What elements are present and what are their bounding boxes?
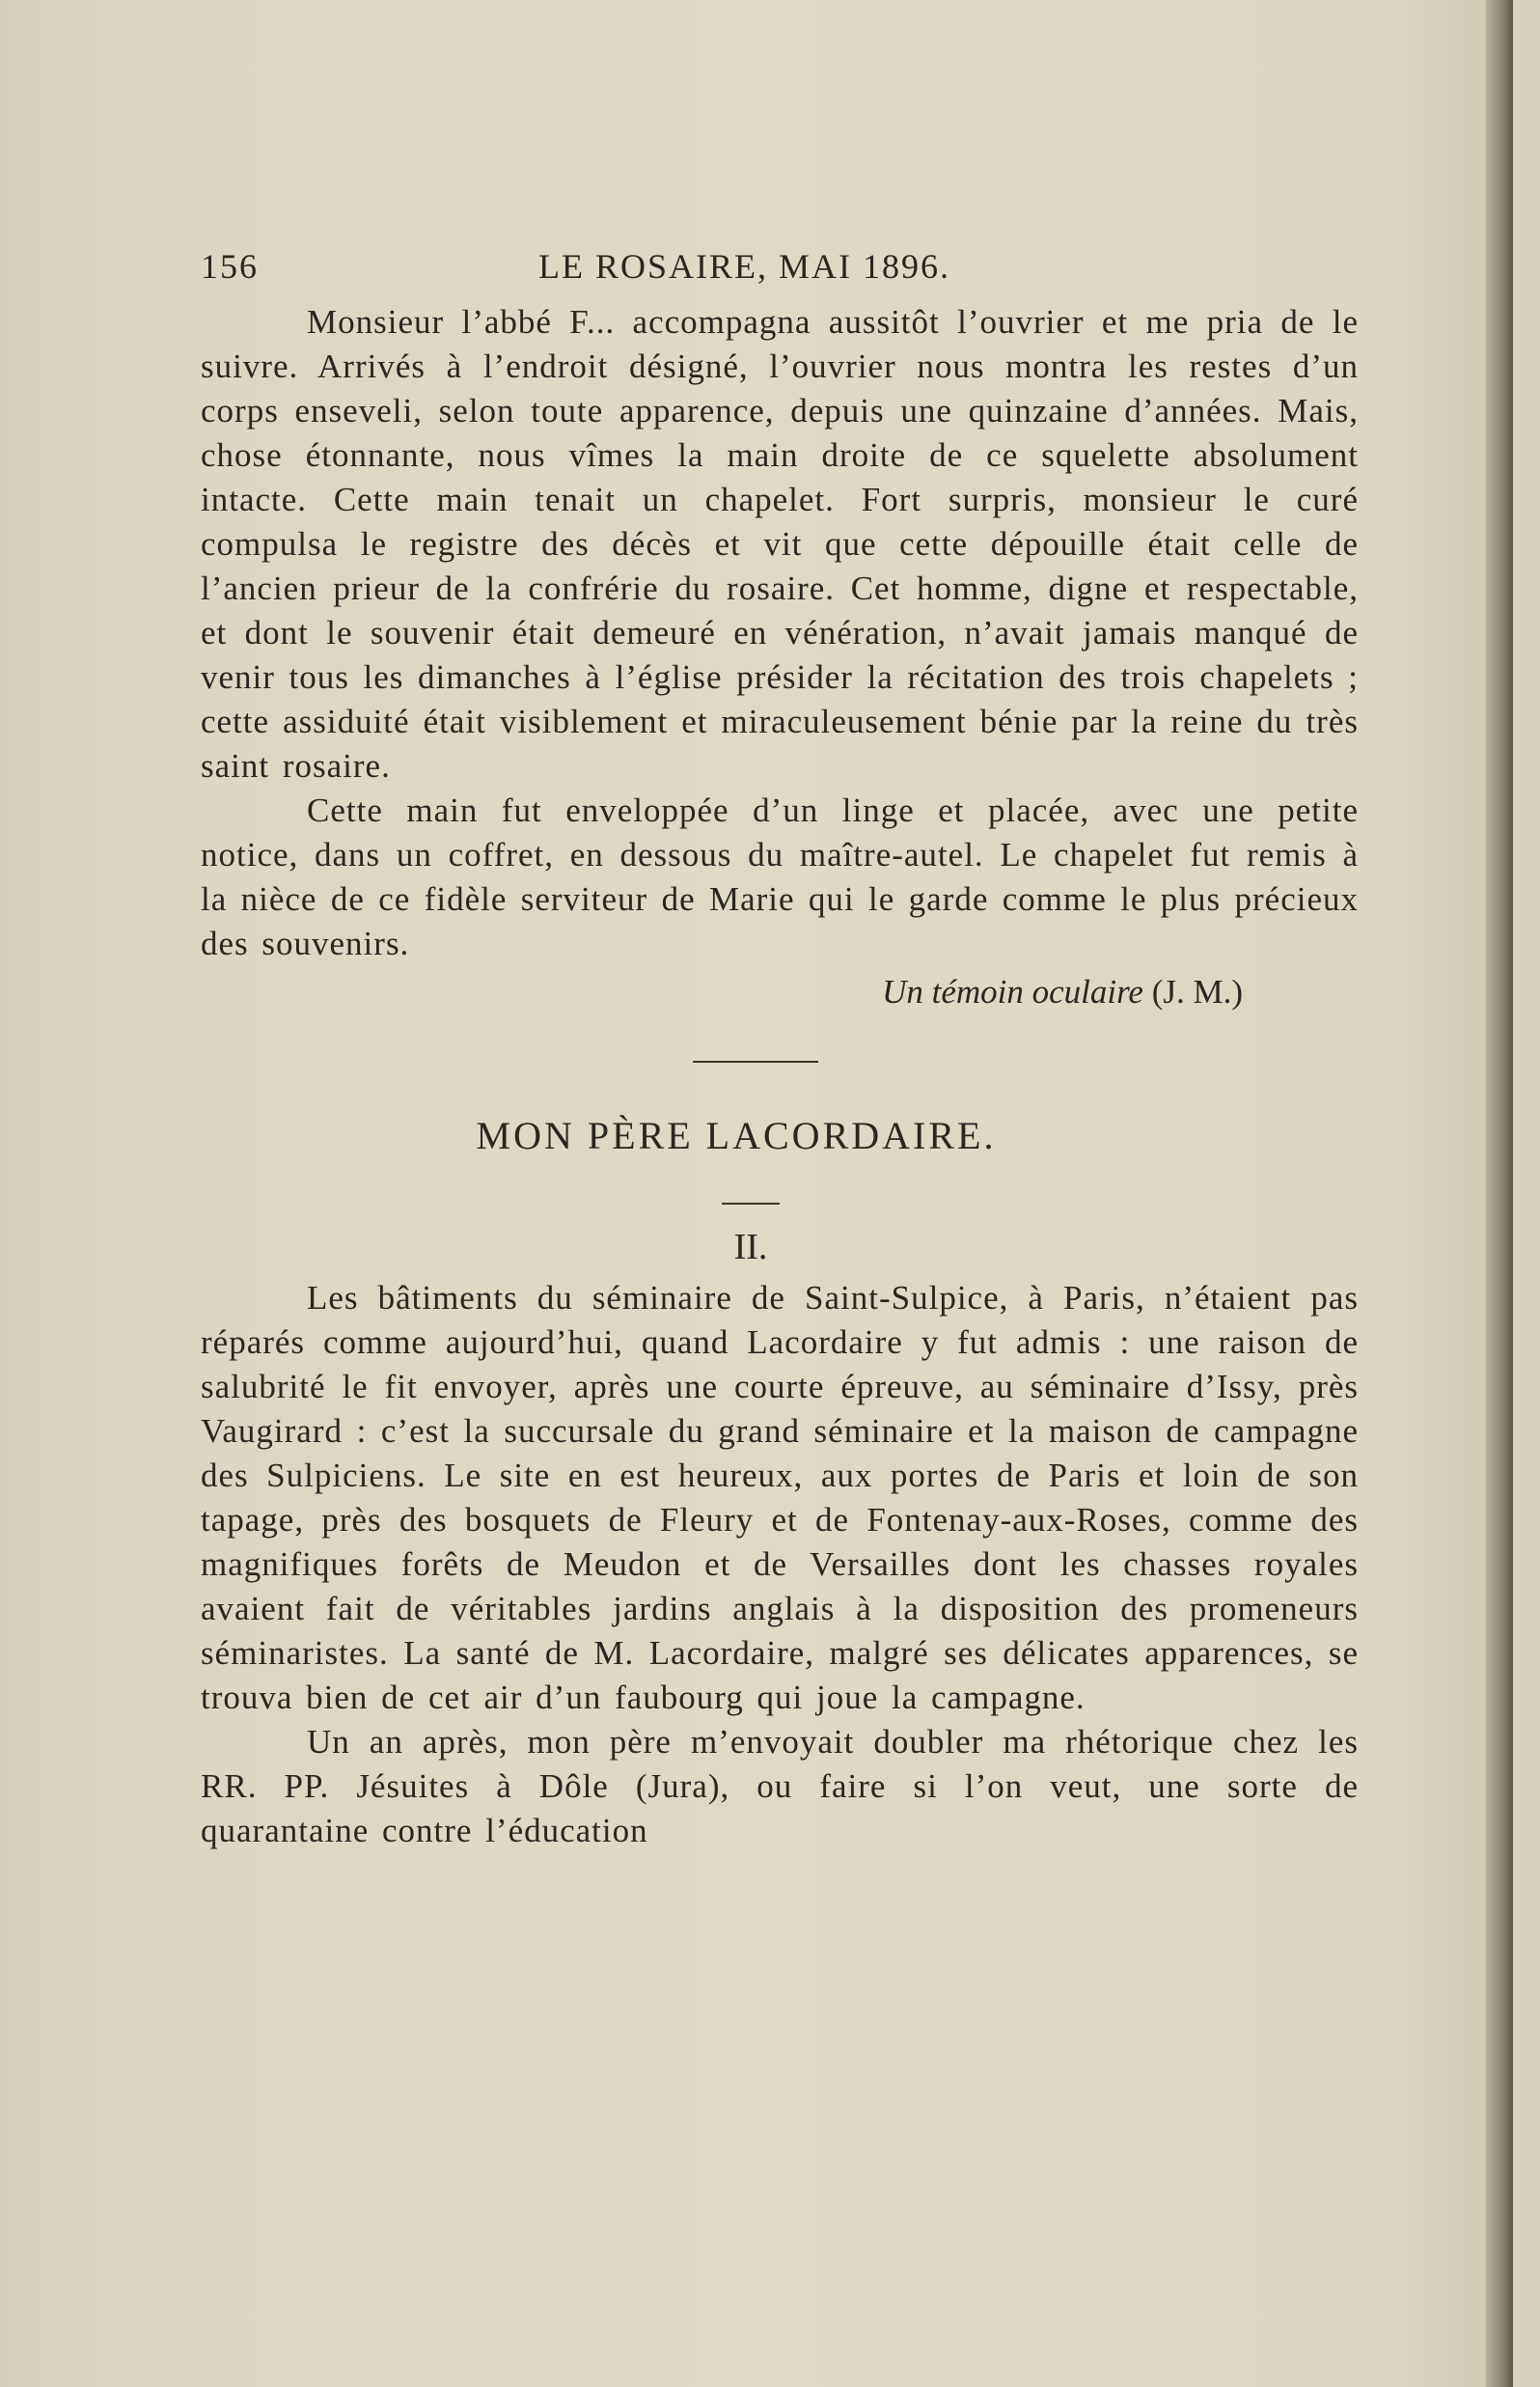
section-divider (693, 1061, 818, 1063)
page-number: 156 (201, 247, 259, 286)
article2-paragraph-1: Les bâtiments du séminaire de Saint-Sulpice, à Paris, n’étaient pas réparés comme aujourd’hui, quand Lacordaire y fut admis : une raison de salubrité le fit envoyer, après une courte épreuve, au séminaire d’Issy, près Vaugirard : c’est la succursale du grand séminaire et la maison de campagne des Sulpiciens. Le site en est heureux, aux portes de Paris et loin de son tapage, près des bosquets de Fleury et de Fontenay-aux-Roses, comme des magnifiques forêts de Meudon et de Versailles dont les chasses royales avaient fait de véritables jardins anglais à la disposition des promeneurs séminaristes. La santé de M. Lacordaire, malgré ses délicates apparences, se trouva bien de cet air d’un faubourg qui joue la campagne. (201, 1279, 1359, 1716)
signature-initials: (J. M.) (1142, 973, 1243, 1011)
article-title: MON PÈRE LACORDAIRE. (476, 1114, 997, 1157)
article2-paragraph-2: Un an après, mon père m’envoyait doubler ma rhétorique chez les RR. PP. Jésuites à Dôle (Jura), ou faire si l’on veut, une sorte de quarantaine contre l’éducation (201, 1723, 1359, 1849)
article1-paragraph-1: Monsieur l’abbé F... accompagna aussitôt l’ouvrier et me pria de le suivre. Arrivés à l’endroit désigné, l’ouvrier nous montra les restes d’un corps enseveli, selon toute apparence, depuis une quinzaine d’années. Mais, chose étonnante, nous vîmes la main droite de ce squelette absolument intacte. Cette main tenait un chapelet. Fort surpris, monsieur le curé compulsa le registre des décès et vit que cette dépouille était celle de l’ancien prieur de la confrérie du rosaire. Cet homme, digne et respectable, et dont le souvenir était demeuré en vénération, n’avait jamais manqué de venir tous les dimanches à l’église présider la récitation des trois chapelets ; cette assiduité était visiblement et miraculeusement bénie par la reine du très saint rosaire. (201, 303, 1359, 785)
page-edge-shadow (1486, 0, 1513, 2387)
title-divider (722, 1203, 780, 1205)
page-content (201, 246, 1359, 1853)
article1-paragraph-2: Cette main fut enveloppée d’un linge et placée, avec une petite notice, dans un coffret, en dessous du maître-autel. Le chapelet fut remis à la nièce de ce fidèle serviteur de Marie qui le garde comme le plus précieux des souvenirs. (201, 791, 1359, 962)
signature-source: Un témoin oculaire (882, 973, 1143, 1011)
section-number: II. (733, 1227, 768, 1267)
running-head (201, 246, 1359, 292)
running-title: LE ROSAIRE, MAI 1896. (538, 247, 950, 286)
signature (201, 970, 1359, 1014)
